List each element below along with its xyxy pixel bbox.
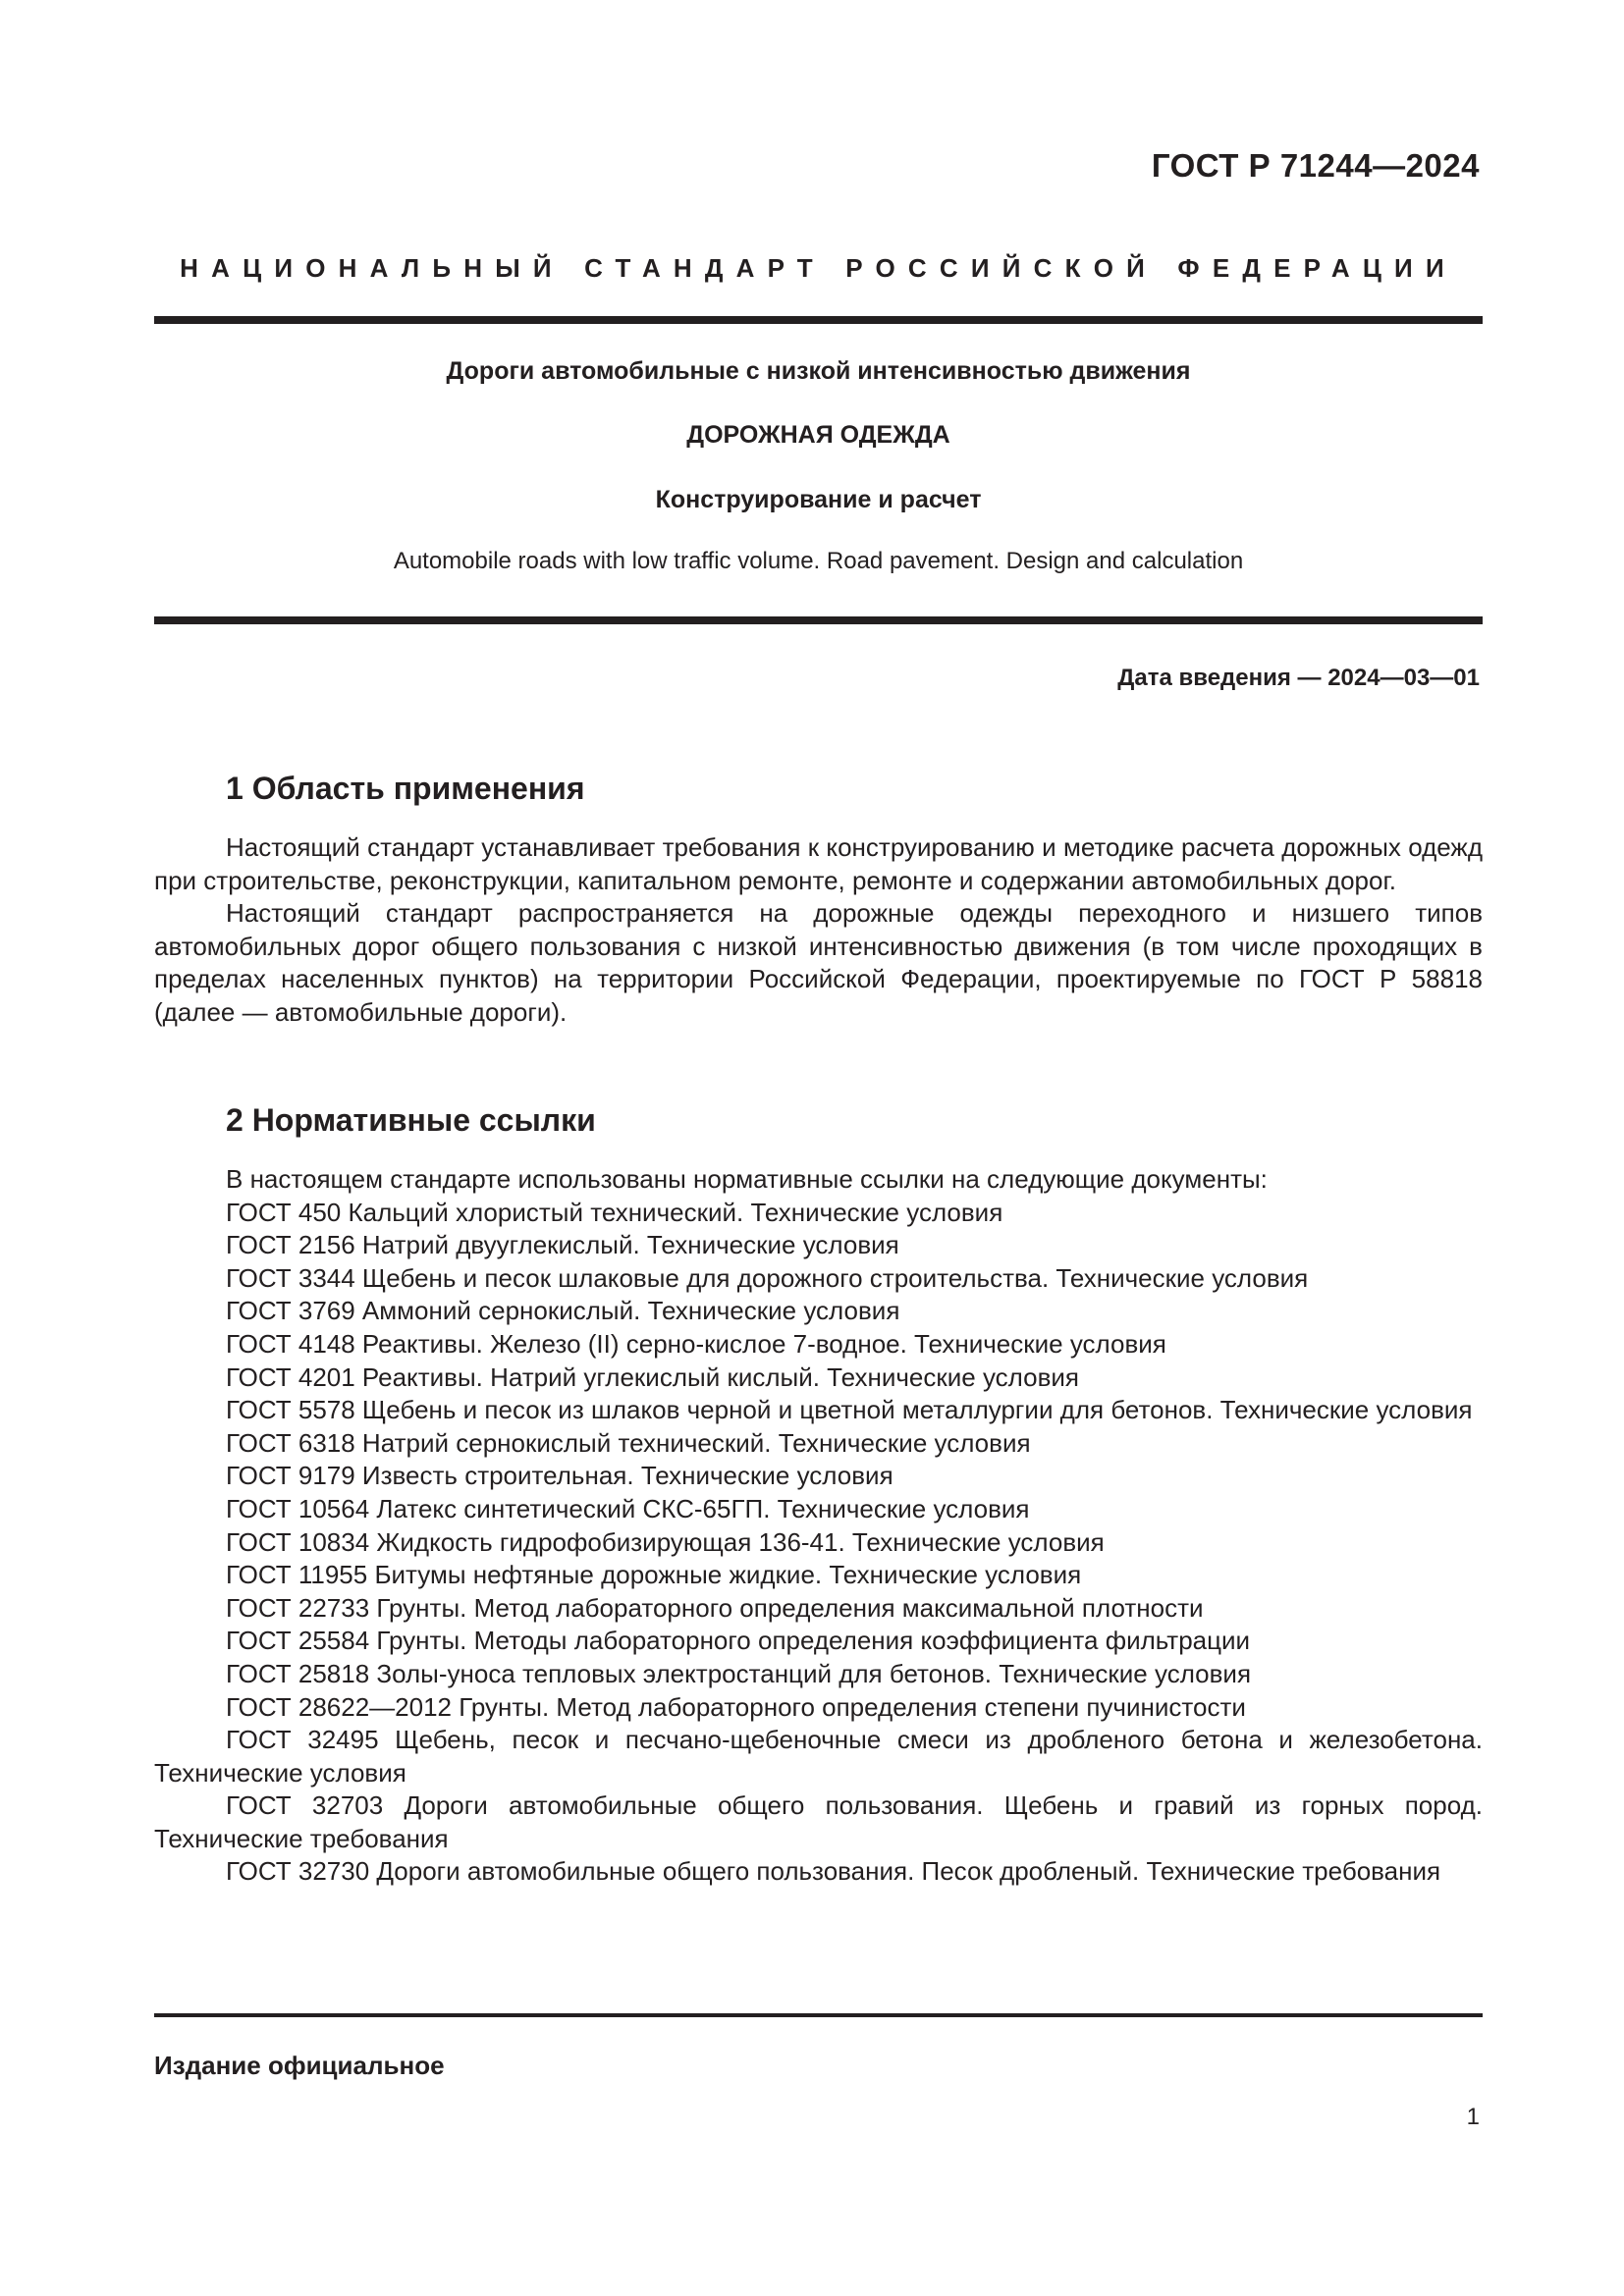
title-line-1: Дороги автомобильные с низкой интенсивностью движения [446, 357, 1191, 385]
reference-item: ГОСТ 4148 Реактивы. Железо (II) серно-кислое 7-водное. Технические условия [226, 1328, 1166, 1359]
reference-item: ГОСТ 5578 Щебень и песок из шлаков черной и цветной металлургии для бетонов. Технические условия [226, 1395, 1473, 1425]
section-1-paragraph-2: Настоящий стандарт распространяется на дорожные одежды переходного и низшего типов автомобильных дорог общего пользования с низкой интенсивностью движения (в том числе проходящих в пределах населенных пунктов) на территории Российской Федерации, проектируемые по ГОСТ Р 58818 (далее — автомобильные дороги). [154, 898, 1483, 1027]
official-edition-label: Издание официальное [154, 2051, 445, 2080]
section-2-heading: 2 Нормативные ссылки [226, 1102, 596, 1138]
page-number: 1 [1466, 2104, 1480, 2130]
reference-item: ГОСТ 9179 Известь строительная. Технические условия [226, 1461, 893, 1491]
reference-item: ГОСТ 28622—2012 Грунты. Метод лабораторного определения степени пучинистости [226, 1691, 1246, 1722]
title-line-3: Конструирование и расчет [655, 486, 982, 513]
document-code: ГОСТ Р 71244—2024 [1151, 147, 1480, 184]
title-top-rule [154, 316, 1483, 324]
reference-item: ГОСТ 4201 Реактивы. Натрий углекислый кислый. Технические условия [226, 1362, 1079, 1392]
reference-item: ГОСТ 3344 Щебень и песок шлаковые для дорожного строительства. Технические условия [226, 1262, 1309, 1293]
reference-item: ГОСТ 10834 Жидкость гидрофобизирующая 136-41. Технические условия [226, 1526, 1105, 1557]
reference-item: ГОСТ 25584 Грунты. Методы лабораторного определения коэффициента фильтрации [226, 1626, 1251, 1656]
title-line-2: ДОРОЖНАЯ ОДЕЖДА [686, 421, 950, 449]
reference-item: ГОСТ 6318 Натрий сернокислый технический. Технические условия [226, 1427, 1031, 1458]
reference-item: ГОСТ 32703 Дороги автомобильные общего пользования. Щебень и гравий из горных пород. Технические требования [154, 1790, 1483, 1853]
reference-item: ГОСТ 32730 Дороги автомобильные общего пользования. Песок дробленый. Технические требования [226, 1856, 1441, 1887]
reference-item: ГОСТ 22733 Грунты. Метод лабораторного определения максимальной плотности [226, 1592, 1204, 1623]
title-english: Automobile roads with low traffic volume. Road pavement. Design and calculation [393, 548, 1244, 574]
introduction-date: Дата введения — 2024—03—01 [1117, 665, 1480, 691]
reference-item: ГОСТ 32495 Щебень, песок и песчано-щебеночные смеси из дробленого бетона и железобетона. Технические условия [154, 1725, 1483, 1788]
title-bottom-rule [154, 616, 1483, 624]
reference-item: ГОСТ 10564 Латекс синтетический СКС-65ГП. Технические условия [226, 1493, 1030, 1523]
section-1-heading: 1 Область применения [226, 771, 585, 806]
section-2-intro: В настоящем стандарте использованы нормативные ссылки на следующие документы: [226, 1164, 1268, 1194]
reference-item: ГОСТ 450 Кальций хлористый технический. Технические условия [226, 1197, 1003, 1227]
standard-title: НАЦИОНАЛЬНЫЙ СТАНДАРТ РОССИЙСКОЙ ФЕДЕРАЦИИ [180, 253, 1457, 283]
section-1-body [154, 831, 1483, 1030]
reference-item: ГОСТ 11955 Битумы нефтяные дорожные жидкие. Технические условия [226, 1560, 1082, 1590]
reference-item: ГОСТ 25818 Золы-уноса тепловых электростанций для бетонов. Технические условия [226, 1658, 1252, 1688]
section-1-paragraph-1: Настоящий стандарт устанавливает требования к конструированию и методике расчета дорожных одежд при строительстве, реконструкции, капитальном ремонте, ремонте и содержании автомобильных дорог. [154, 832, 1483, 895]
section-2-body [154, 1163, 1483, 1889]
reference-item: ГОСТ 2156 Натрий двууглекислый. Технические условия [226, 1230, 899, 1260]
reference-list [154, 1197, 1483, 1889]
footer-rule [154, 2013, 1483, 2017]
reference-item: ГОСТ 3769 Аммоний сернокислый. Технические условия [226, 1296, 900, 1326]
